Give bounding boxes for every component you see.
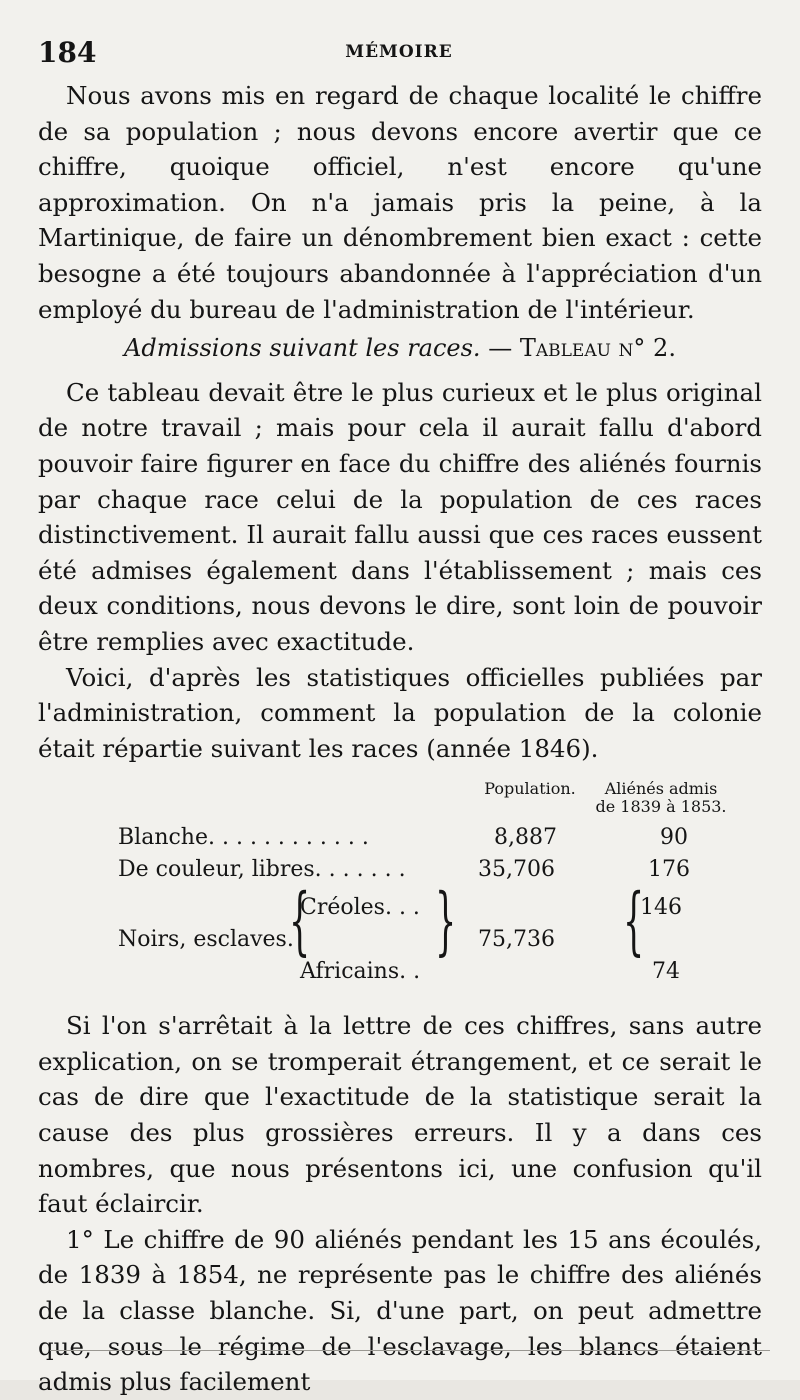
row-alienes-blanche: 90 [660,825,688,851]
paragraph-statistics: Voici, d'après les statistiques officielles publiées par l'administration, comment la population de la colonie était répartie suivant les races (année 1846). [38,662,762,763]
group-population-noirs: 75,736 [478,927,555,953]
column-header-alienes-line2: de 1839 à 1853. [595,797,727,817]
row-alienes-couleur: 176 [648,857,690,883]
right-brace-icon: } [434,878,457,965]
sub-row-label-creoles: Créoles. . . [300,895,420,921]
page-bottom-rule [50,1350,770,1351]
paragraph-confusion: Si l'on s'arrêtait à la lettre de ces chiffres, sans autre explication, on se tromperait étrangement, et ce serait le cas de dire que l'exactitude de la statistique serait la cause des plus grossières erreurs. Il y a dans ces nombres, que nous présentons ici, une confusion qu'il faut éclaircir. [38,1011,762,1219]
row-label-blanche: Blanche. . . . . . . . . . . . [118,825,369,851]
running-title: MÉMOIRE [345,42,453,62]
sub-row-label-africains: Africains. . [300,959,421,985]
column-header-alienes-line1: Aliénés admis [604,779,718,799]
row-population-blanche: 8,887 [494,825,557,851]
sub-row-alienes-creoles: 146 [640,895,682,921]
paragraph-point-one: 1° Le chiffre de 90 aliénés pendant les 15 ans écoulés, de 1839 à 1854, ne représente pas le chiffre des aliénés de la classe blanche. Si, d'une part, on peut admettre que, sous le régime de l'esclavage, les blancs étaient admis plus facilement [38,1224,762,1397]
column-header-population: Population. [484,779,576,799]
page-header [38,36,760,76]
page-number: 184 [38,36,97,69]
race-population-table [38,770,762,1000]
left-brace-icon: { [288,878,311,965]
column-header-alienes [586,780,736,816]
section-dash: — [488,334,513,363]
paragraph-table-intro: Ce tableau devait être le plus curieux et le plus original de notre travail ; mais pour cela il aurait fallu d'abord pouvoir faire figurer en face du chiffre des aliénés fournis par chaque race celui de la population de ces races distinctivement. Il aurait fallu aussi que ces races eussent été admises également dans l'établissement ; mais ces deux conditions, nous devons le dire, sont loin de pouvoir être remplies avec exactitude. [38,377,762,656]
paragraph-population-note: Nous avons mis en regard de chaque localité le chiffre de sa population ; nous devons encore avertir que ce chiffre, quoique officiel, n'est encore qu'une approximation. On n'a jamais pris la peine, à la Martinique, de faire un dénombrement bien exact : cette besogne a été toujours abandonnée à l'appréciation d'un employé du bureau de l'administration de l'intérieur. [38,81,762,324]
page-body [38,78,762,1400]
section-heading [38,331,762,367]
row-population-couleur: 35,706 [478,857,555,883]
table-label: Tableau n° 2. [519,334,676,363]
group-label-noirs: Noirs, esclaves. [118,927,294,953]
row-label-couleur: De couleur, libres. . . . . . . [118,857,406,883]
section-title: Admissions suivant les races. [124,334,481,363]
left-brace-icon: { [622,878,645,965]
sub-row-alienes-africains: 74 [652,959,680,985]
